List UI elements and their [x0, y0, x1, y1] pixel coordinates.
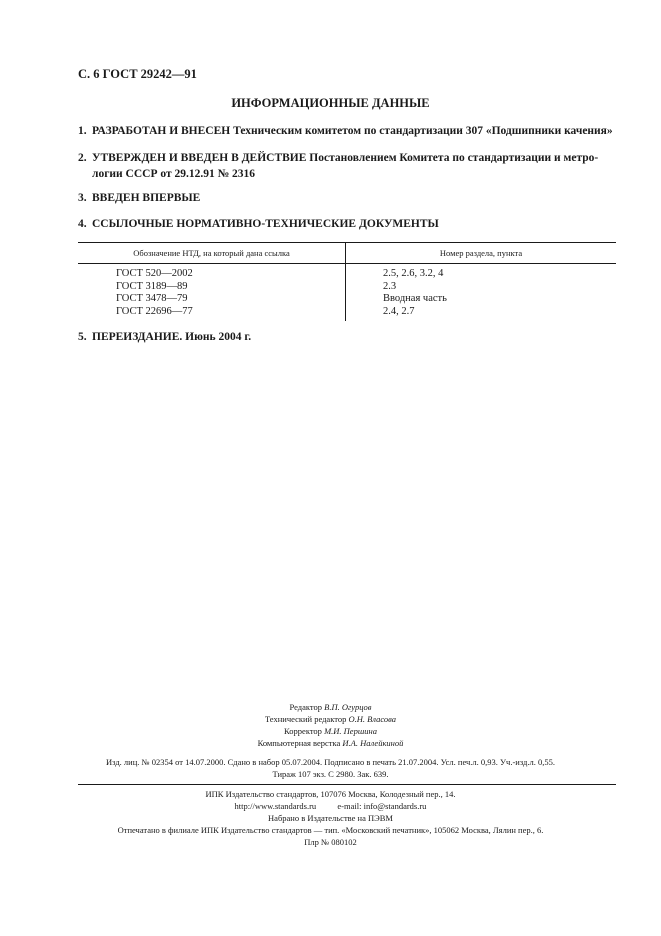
editor-label: Редактор [289, 702, 322, 712]
item-number: 3. [78, 192, 87, 204]
info-item-5 [78, 329, 618, 345]
item-text: Техническим комитетом по стандартизации 307 «Подшипники качения» [230, 125, 613, 137]
layout-label: Компьютерная верстка [257, 738, 341, 748]
table-top-rule [78, 242, 616, 243]
imprint-tech-editor [0, 713, 661, 725]
item-text-continued: логии СССР от 29.12.91 № 2316 [92, 168, 256, 180]
imprint-license-line: Изд. лиц. № 02354 от 14.07.2000. Сдано в набор 05.07.2004. Подписано в печать 21.07.2004. Усл. печ.л. 0,93. Уч.-изд.л. 0,55. [106, 757, 555, 767]
imprint-publisher: ИПК Издательство стандартов, 107076 Москва, Колодезный пер., 14. [205, 789, 456, 799]
table-cell-section: Вводная часть [383, 293, 447, 304]
info-item-3 [78, 190, 618, 206]
item-text: Постановлением Комитета по стандартизации и метро- [306, 152, 599, 164]
imprint-contacts [0, 800, 661, 812]
corrector-name: М.И. Першина [324, 726, 377, 736]
editor-name: В.П. Огурцов [324, 702, 372, 712]
table-header-section: Номер раздела, пункта [439, 248, 523, 258]
tech-editor-label: Технический редактор [264, 714, 347, 724]
item-lead: ССЫЛОЧНЫЕ НОРМАТИВНО-ТЕХНИЧЕСКИЕ ДОКУМЕНТЫ [92, 218, 439, 230]
table-cell-section: 2.3 [383, 280, 397, 292]
imprint-printed: Отпечатано в филиале ИПК Издательство стандартов — тип. «Московский печатник», 105062 Москва, Лялин пер., 6. [117, 825, 544, 835]
info-item-1 [78, 123, 618, 139]
item-lead: ВВЕДЕН ВПЕРВЫЕ [92, 192, 201, 204]
table-cell-section: 2.5, 2.6, 3.2, 4 [383, 268, 444, 279]
layout-name: И.А. Налейкиной [342, 738, 404, 748]
tech-editor-name: О.Н. Власова [348, 714, 397, 724]
item-number: 2. [78, 152, 87, 164]
table-header-rule [78, 263, 616, 264]
item-number: 5. [78, 331, 87, 343]
item-text: Июнь 2004 г. [182, 331, 252, 343]
item-lead: ПЕРЕИЗДАНИЕ. [92, 331, 183, 343]
item-number: 1. [78, 125, 87, 137]
item-lead: РАЗРАБОТАН И ВНЕСЕН [92, 125, 231, 137]
table-cell-doc: ГОСТ 520—2002 [116, 268, 193, 279]
imprint-editor [0, 701, 661, 713]
page-header: С. 6 ГОСТ 29242—91 [78, 67, 197, 81]
table-header-doc: Обозначение НТД, на который дана ссылка [133, 248, 290, 258]
table-cell-section: 2.4, 2.7 [383, 305, 415, 317]
imprint-plr: Плр № 080102 [304, 837, 357, 847]
item-number: 4. [78, 218, 87, 230]
imprint-separator [78, 784, 616, 785]
info-item-4 [78, 216, 618, 232]
item-lead: УТВЕРЖДЕН И ВВЕДЕН В ДЕЙСТВИЕ [92, 152, 307, 164]
corrector-label: Корректор [284, 726, 322, 736]
table-cell-doc: ГОСТ 3478—79 [116, 293, 188, 304]
table-cell-doc: ГОСТ 3189—89 [116, 280, 188, 292]
imprint-corrector [0, 725, 661, 737]
publisher-website: http://www.standards.ru [234, 801, 317, 811]
imprint-layout [0, 737, 661, 749]
info-item-2 [78, 150, 618, 182]
imprint-print-run: Тираж 107 экз. С 2980. Зак. 639. [272, 769, 389, 779]
publisher-email: e-mail: info@standards.ru [337, 801, 427, 811]
section-title: ИНФОРМАЦИОННЫЕ ДАННЫЕ [231, 96, 430, 110]
imprint-typeset: Набрано в Издательстве на ПЭВМ [268, 813, 393, 823]
table-cell-doc: ГОСТ 22696—77 [116, 305, 193, 317]
